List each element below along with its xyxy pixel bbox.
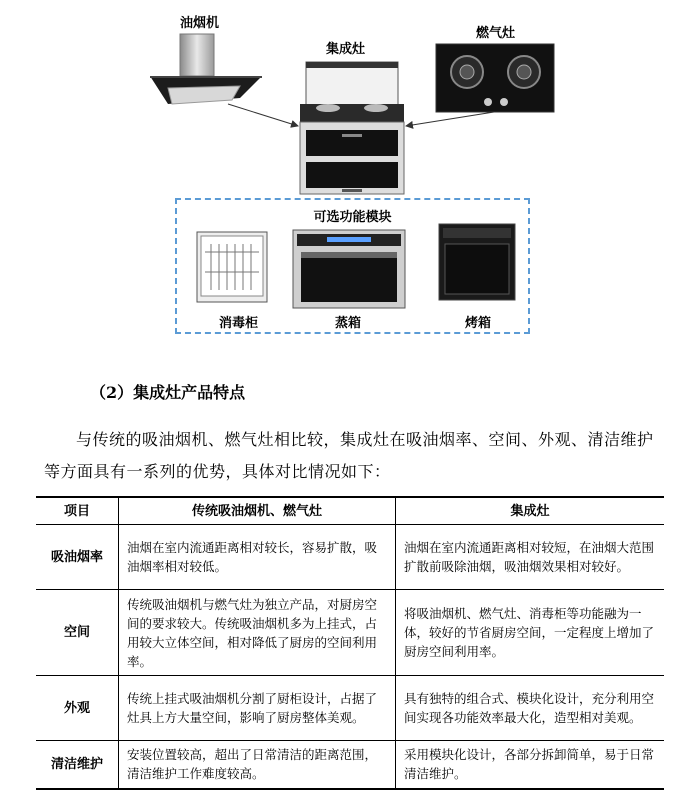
- row-item: 空间: [36, 590, 119, 676]
- module-label-oven: 烤箱: [465, 316, 492, 331]
- arrow-left: [228, 104, 298, 126]
- row-traditional: 传统吸油烟机与燃气灶为独立产品，对厨房空间的要求较大。传统吸油烟机多为上挂式，占用较大立体空间，相对降低了厨房的空间利用率。: [119, 590, 396, 676]
- optional-modules-title: 可选功能模块: [313, 210, 392, 225]
- table-header-row: [36, 497, 664, 525]
- row-item: 清洁维护: [36, 741, 119, 789]
- row-item: 吸油烟率: [36, 525, 119, 590]
- disinfection-cabinet-image: [197, 232, 267, 302]
- row-integrated: 油烟在室内流通距离相对较短，在油烟大范围扩散前吸除油烟，吸油烟效果相对较好。: [396, 525, 665, 590]
- module-label-disinfection: 消毒柜: [219, 316, 259, 331]
- table-row: [36, 676, 664, 741]
- row-integrated: 采用模块化设计，各部分拆卸简单，易于日常清洁维护。: [396, 741, 665, 789]
- row-integrated: 将吸油烟机、燃气灶、消毒柜等功能融为一体，较好的节省厨房空间，一定程度上增加了厨房空间利用率。: [396, 590, 665, 676]
- section-title: （2）集成灶产品特点: [90, 383, 246, 402]
- oven-image: [439, 224, 515, 300]
- integrated-stove-caption: 集成灶: [326, 42, 366, 57]
- range-hood-image: [150, 34, 262, 104]
- header-item: 项目: [36, 497, 119, 525]
- optional-modules-box: [175, 198, 530, 334]
- table-row: [36, 590, 664, 676]
- table-row: [36, 741, 664, 789]
- table-row: [36, 525, 664, 590]
- header-integrated: 集成灶: [396, 497, 665, 525]
- integrated-stove-image: [300, 62, 404, 194]
- appliance-illustrations: [0, 0, 700, 200]
- gas-stove-caption: 燃气灶: [476, 26, 516, 41]
- appliance-figure: [0, 0, 700, 345]
- steam-oven-image: [293, 230, 405, 308]
- row-traditional: 传统上挂式吸油烟机分割了厨柜设计，占据了灶具上方大量空间，影响了厨房整体美观。: [119, 676, 396, 741]
- row-integrated: 具有独特的组合式、模块化设计，充分利用空间实现各功能效率最大化，造型相对美观。: [396, 676, 665, 741]
- row-traditional: 安装位置较高，超出了日常清洁的距离范围，清洁维护工作难度较高。: [119, 741, 396, 789]
- comparison-table: [36, 496, 664, 790]
- row-item: 外观: [36, 676, 119, 741]
- header-traditional: 传统吸油烟机、燃气灶: [119, 497, 396, 525]
- range-hood-caption: 油烟机: [180, 16, 220, 31]
- arrow-right: [406, 112, 494, 126]
- row-traditional: 油烟在室内流通距离相对较长，容易扩散，吸油烟率相对较低。: [119, 525, 396, 590]
- intro-paragraph: 与传统的吸油烟机、燃气灶相比较，集成灶在吸油烟率、空间、外观、清洁维护等方面具有一系列的优势，具体对比情况如下：: [44, 430, 654, 481]
- gas-stove-image: [436, 44, 554, 112]
- module-label-steam: 蒸箱: [335, 316, 362, 331]
